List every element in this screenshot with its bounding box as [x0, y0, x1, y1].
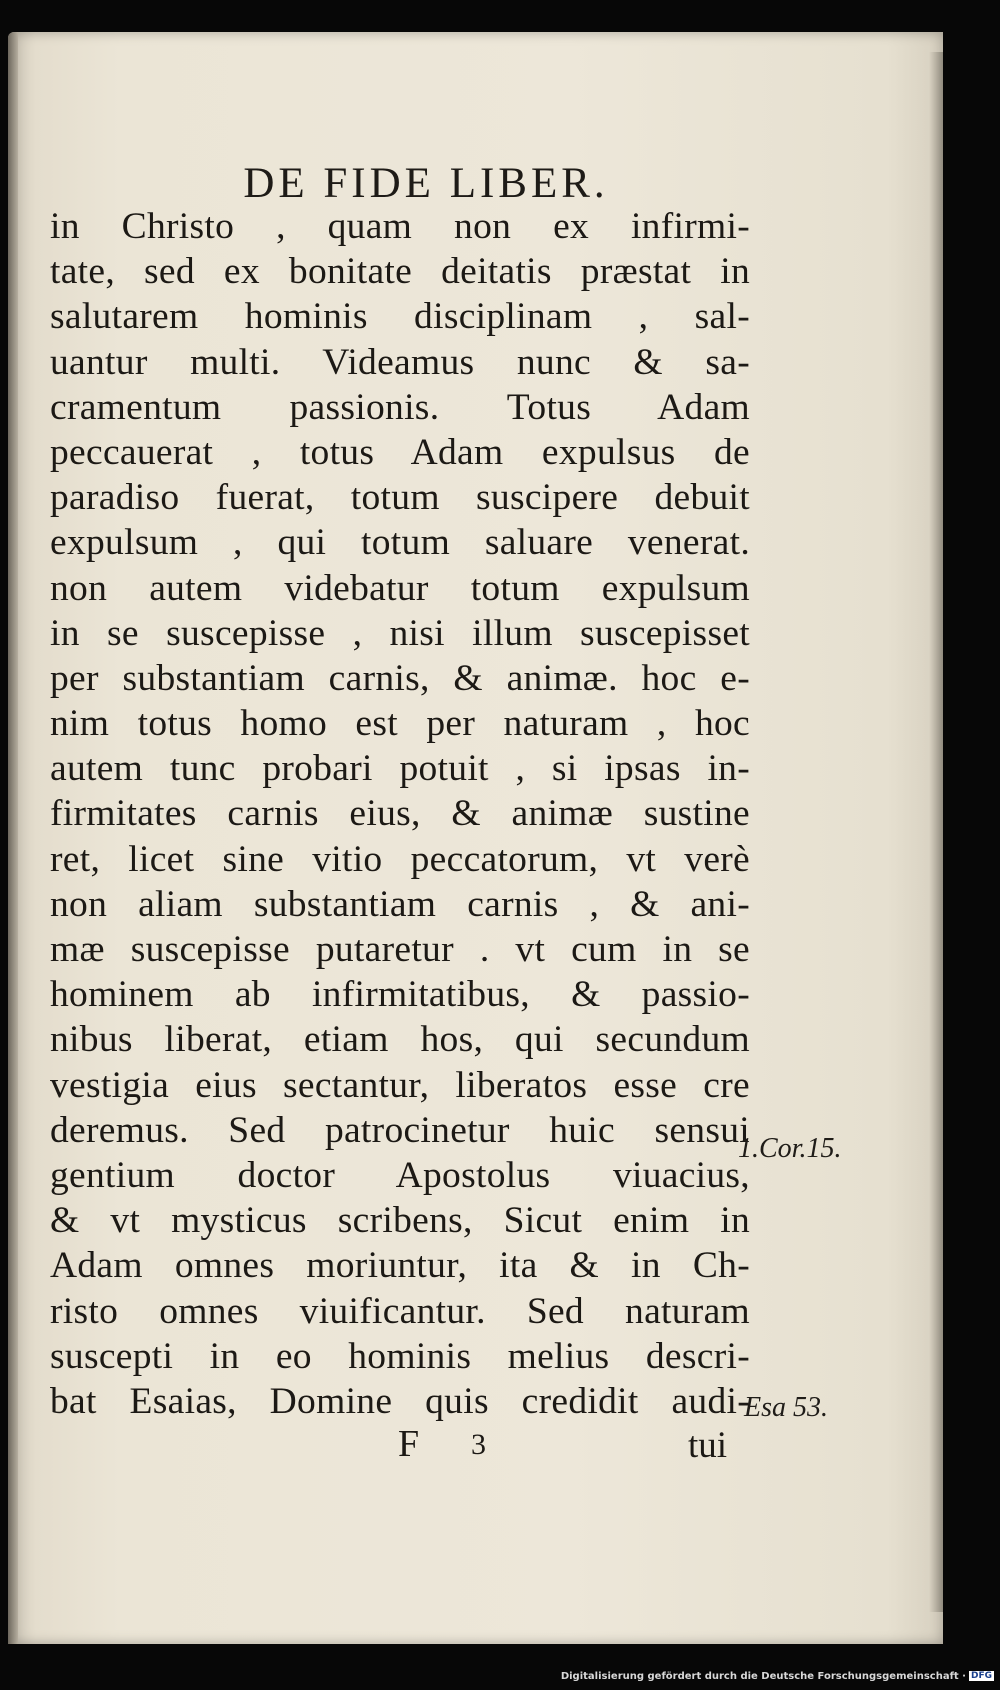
text-line-26: suscepti in eo hominis melius descri- — [50, 1335, 750, 1377]
text-line-3: salutarem hominis disciplinam , sal- — [50, 296, 750, 338]
text-line-21: deremus. Sed patrocinetur huic sensui — [50, 1109, 750, 1151]
signature-mark: F — [398, 1423, 420, 1465]
text-line-24: Adam omnes moriuntur, ita & in Ch- — [50, 1245, 750, 1287]
text-line-10: in se suscepisse , nisi illum suscepisset — [50, 612, 750, 654]
digitization-credit — [561, 1671, 994, 1682]
dfg-logo: DFG — [970, 1671, 992, 1681]
text-line-20: vestigia eius sectantur, liberatos esse cre — [50, 1064, 750, 1106]
text-line-27: bat Esaias, Domine quis credidit audi- — [50, 1380, 750, 1422]
body-text — [50, 204, 750, 1424]
text-line-5: cramentum passionis. Totus Adam — [50, 386, 750, 428]
text-line-25: risto omnes viuificantur. Sed naturam — [50, 1290, 750, 1332]
text-line-12: nim totus homo est per naturam , hoc — [50, 703, 750, 745]
text-line-7: paradiso fuerat, totum suscipere debuit — [50, 477, 750, 519]
text-line-11: per substantiam carnis, & animæ. hoc e- — [50, 657, 750, 699]
text-line-14: firmitates carnis eius, & animæ sustine — [50, 793, 750, 835]
running-head: DE FIDE LIBER. — [243, 160, 609, 207]
text-line-1: in Christo , quam non ex infirmi- — [50, 206, 750, 247]
text-line-4: uantur multi. Videamus nunc & sa- — [50, 341, 750, 383]
page-number: 3 — [471, 1428, 486, 1461]
text-line-18: hominem ab infirmitatibus, & passio- — [50, 974, 750, 1016]
text-line-13: autem tunc probari potuit , si ipsas in- — [50, 748, 750, 790]
text-line-16: non aliam substantiam carnis , & ani- — [50, 883, 750, 925]
text-line-15: ret, licet sine vitio peccatorum, vt verè — [50, 838, 750, 880]
credit-text: Digitalisierung gefördert durch die Deutsche Forschungsgemeinschaft · — [560, 1671, 966, 1682]
text-line-17: mæ suscepisse putaretur . vt cum in se — [50, 929, 750, 970]
marginal-note-cor: 1.Cor.15. — [738, 1133, 842, 1164]
book-page — [8, 32, 943, 1644]
text-line-9: non autem videbatur totum expulsum — [50, 567, 750, 609]
text-line-22: gentium doctor Apostolus viuacius, — [50, 1154, 750, 1196]
marginal-note-esa: Esa 53. — [744, 1392, 828, 1423]
catchword: tui — [688, 1425, 728, 1466]
text-line-23: & vt mysticus scribens, Sicut enim in — [50, 1200, 750, 1242]
text-line-2: tate, sed ex bonitate deitatis præstat in — [50, 251, 750, 293]
text-line-6: peccauerat , totus Adam expulsus de — [50, 431, 750, 473]
text-line-8: expulsum , qui totum saluare venerat. — [50, 522, 750, 564]
text-line-19: nibus liberat, etiam hos, qui secundum — [50, 1019, 750, 1061]
